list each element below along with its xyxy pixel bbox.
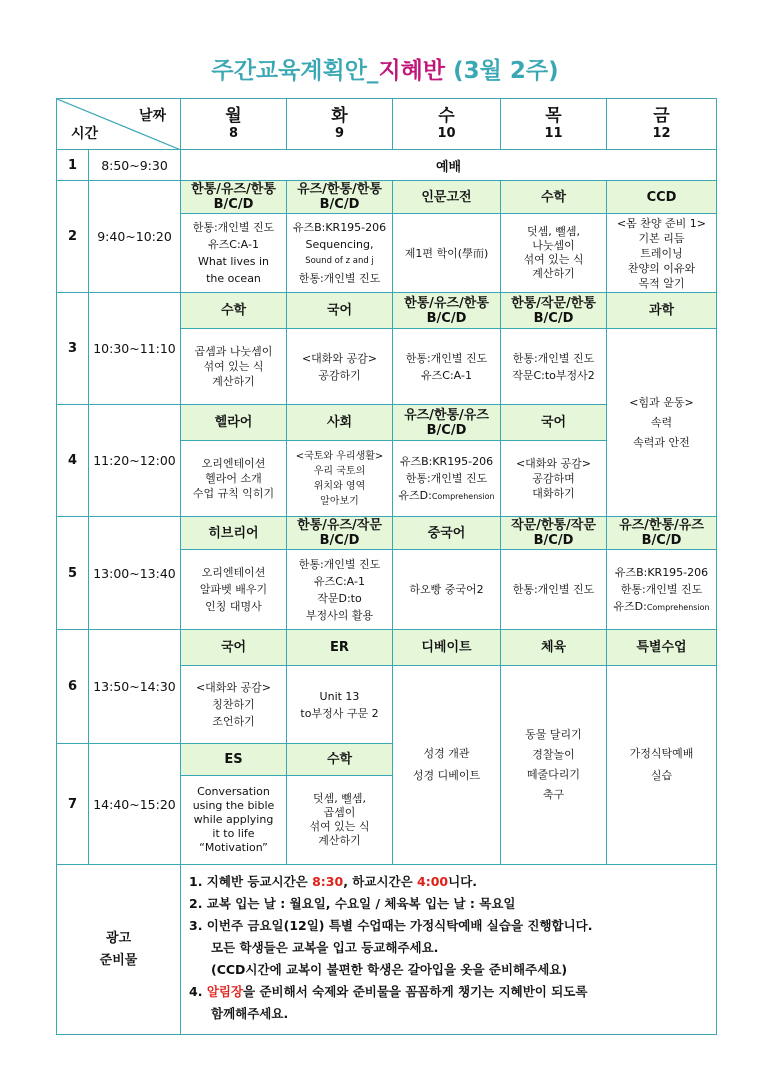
period-time: 13:50~14:30 <box>89 630 181 744</box>
content-cell-science: <힘과 운동> 속력 속력과 안전 <box>607 329 717 517</box>
content-cell: 덧셈, 뺄셈, 나눗셈이 섞여 있는 식 계산하기 <box>501 214 607 293</box>
content-cell: 덧셈, 뺄셈, 곱셈이 섞여 있는 식 계산하기 <box>287 776 393 865</box>
subject-cell: 국어 <box>287 293 393 329</box>
date-header: 날짜 <box>138 108 166 124</box>
subject-cell: 수학 <box>287 744 393 776</box>
header-corner <box>57 99 181 150</box>
notice-item-cont: 함께해주세요. <box>211 1006 289 1021</box>
day-header-fri: 금 12 <box>607 99 717 150</box>
day-header-wed: 수 10 <box>393 99 501 150</box>
content-cell: 곱셈과 나눗셈이 섞여 있는 식 계산하기 <box>181 329 287 405</box>
content-cell: 유즈B:KR195-206 한통:개인별 진도 유즈D:Comprehension <box>393 441 501 517</box>
subject-cell: 작문/한통/작문 B/C/D <box>501 517 607 550</box>
content-cell: 오리엔테이션 헬라어 소개 수업 규칙 익히기 <box>181 441 287 517</box>
period-number: 2 <box>57 181 89 293</box>
content-cell: <대화와 공감> 칭찬하기 조언하기 <box>181 666 287 744</box>
subject-cell: 한통/유즈/한통 B/C/D <box>181 181 287 214</box>
notice-item: 3. 이번주 금요일(12일) 특별 수업때는 가정식탁예배 실습을 진행합니다. <box>189 918 593 933</box>
page-title: 주간교육계획안_지혜반 (3월 2주) <box>211 58 559 84</box>
content-cell-special: 가정식탁예배 실습 <box>607 666 717 865</box>
period-number: 6 <box>57 630 89 744</box>
period-time: 10:30~11:10 <box>89 293 181 405</box>
content-cell: 유즈B:KR195-206 한통:개인별 진도 유즈D:Comprehension <box>607 550 717 630</box>
content-cell: 한통:개인별 진도 유즈C:A-1 작문D:to 부정사의 활용 <box>287 550 393 630</box>
day-header-tue: 화 9 <box>287 99 393 150</box>
subject-cell: 인문고전 <box>393 181 501 214</box>
content-cell: Unit 13 to부정사 구문 2 <box>287 666 393 744</box>
subject-cell: ER <box>287 630 393 666</box>
content-cell: <대화와 공감> 공감하기 <box>287 329 393 405</box>
subject-cell: 중국어 <box>393 517 501 550</box>
period-time: 13:00~13:40 <box>89 517 181 630</box>
worship-cell: 예배 <box>181 150 717 181</box>
subject-cell: 유즈/한통/한통 B/C/D <box>287 181 393 214</box>
period-time: 8:50~9:30 <box>89 150 181 181</box>
content-cell: 오리엔테이션 알파벳 배우기 인칭 대명사 <box>181 550 287 630</box>
period-number: 5 <box>57 517 89 630</box>
subject-cell: 헬라어 <box>181 405 287 441</box>
content-cell: 한통:개인별 진도 유즈C:A-1 What lives in the ocean <box>181 214 287 293</box>
content-cell: 하오빵 중국어2 <box>393 550 501 630</box>
subject-cell: 한통/작문/한통 B/C/D <box>501 293 607 329</box>
subject-cell: CCD <box>607 181 717 214</box>
period-time: 9:40~10:20 <box>89 181 181 293</box>
subject-cell: 한통/유즈/한통 B/C/D <box>393 293 501 329</box>
subject-cell: 국어 <box>501 405 607 441</box>
class-name: 지혜반 <box>378 58 446 84</box>
subject-cell: 디베이트 <box>393 630 501 666</box>
subject-cell: 수학 <box>181 293 287 329</box>
time-header: 시간 <box>71 126 99 142</box>
notice-item-cont: (CCD시간에 교복이 불편한 학생은 갈아입을 옷을 준비해주세요) <box>211 962 568 977</box>
notice-label: 광고 준비물 <box>57 865 181 1035</box>
subject-cell: 한통/유즈/작문 B/C/D <box>287 517 393 550</box>
subject-cell: 특별수업 <box>607 630 717 666</box>
day-header-thu: 목 11 <box>501 99 607 150</box>
day-header-mon: 월 8 <box>181 99 287 150</box>
content-cell: <몸 찬양 준비 1> 기본 리듬 트레이닝 찬양의 이유와 목적 알기 <box>607 214 717 293</box>
notice-item: 2. 교복 입는 날 : 월요일, 수요일 / 체육복 입는 날 : 목요일 <box>189 896 516 911</box>
content-cell: <국토와 우리생활> 우리 국토의 위치와 영역 알아보기 <box>287 441 393 517</box>
content-cell: 유즈B:KR195-206 Sequencing, Sound of z and j 한통:개인별 진도 <box>287 214 393 293</box>
subject-cell: 국어 <box>181 630 287 666</box>
period-time: 11:20~12:00 <box>89 405 181 517</box>
subject-cell: 체육 <box>501 630 607 666</box>
notice-item: 4. 알림장을 준비해서 숙제와 준비물을 꼼꼼하게 챙기는 지혜반이 되도록 <box>189 984 588 999</box>
subject-cell: 유즈/한통/유즈 B/C/D <box>393 405 501 441</box>
subject-cell: 히브리어 <box>181 517 287 550</box>
period-time: 14:40~15:20 <box>89 744 181 865</box>
subject-cell: 사회 <box>287 405 393 441</box>
content-cell: 한통:개인별 진도 작문C:to부정사2 <box>501 329 607 405</box>
period-number: 4 <box>57 405 89 517</box>
subject-cell: ES <box>181 744 287 776</box>
subject-cell: 과학 <box>607 293 717 329</box>
notice-item-cont: 모든 학생들은 교복을 입고 등교해주세요. <box>211 940 439 955</box>
content-cell: 제1편 학이(學而) <box>393 214 501 293</box>
content-cell-debate: 성경 개관 성경 디베이트 <box>393 666 501 865</box>
period-number: 3 <box>57 293 89 405</box>
period-number: 7 <box>57 744 89 865</box>
content-cell: 한통:개인별 진도 유즈C:A-1 <box>393 329 501 405</box>
notice-content <box>181 865 717 1035</box>
notice-item: 1. 지혜반 등교시간은 8:30, 하교시간은 4:00니다. <box>189 874 478 889</box>
content-cell-pe: 동물 달리기 경찰놀이 떼줄다리기 축구 <box>501 666 607 865</box>
schedule-table <box>56 98 717 1035</box>
content-cell: <대화와 공감> 공감하며 대화하기 <box>501 441 607 517</box>
content-cell: Conversation using the bible while applying it to life “Motivation” <box>181 776 287 865</box>
period-number: 1 <box>57 150 89 181</box>
subject-cell: 유즈/한통/유즈 B/C/D <box>607 517 717 550</box>
subject-cell: 수학 <box>501 181 607 214</box>
content-cell: 한통:개인별 진도 <box>501 550 607 630</box>
